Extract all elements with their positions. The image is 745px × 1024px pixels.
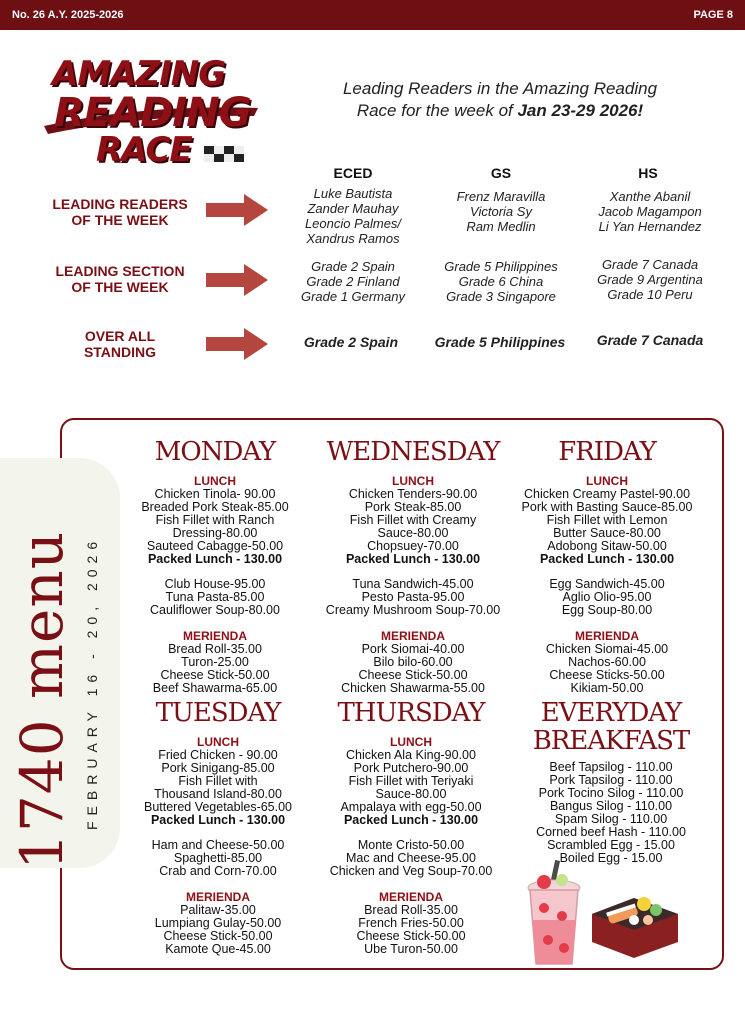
menu-item: Fish Fillet with Teriyaki xyxy=(348,774,474,788)
menu-item: Buttered Vegetables-65.00 xyxy=(143,800,293,814)
logo-line-3: RACE xyxy=(96,130,192,170)
menu-item: Turon-25.00 xyxy=(181,655,249,669)
column-gs: GS xyxy=(490,165,512,181)
day-title: FRIDAY xyxy=(558,437,656,467)
day-wednesday xyxy=(313,438,513,695)
menu-item: Spaghetti-85.00 xyxy=(173,851,263,865)
cell-hs-readers xyxy=(575,189,725,234)
intro-line-2 xyxy=(300,100,700,122)
menu-item: Egg Sandwich-45.00 xyxy=(549,577,665,591)
menu-item: Kikiam-50.00 xyxy=(570,681,644,695)
cell-gs-readers xyxy=(426,189,576,234)
menu-item: Chicken Shawarma-55.00 xyxy=(341,681,485,695)
menu-item: Chicken Ala King-90.00 xyxy=(346,748,476,762)
menu-item: Scrambled Egg - 15.00 xyxy=(547,838,675,852)
menu-item: Chicken Tenders-90.00 xyxy=(348,487,478,501)
day-tuesday xyxy=(118,699,318,956)
header-bar xyxy=(0,0,745,30)
menu-item: Fish Fillet with Lemon xyxy=(546,513,668,527)
cell-line: Grade 3 Singapore xyxy=(446,289,556,304)
menu-item: Bangus Silog - 110.00 xyxy=(549,799,673,813)
menu-item: Thousand Island-80.00 xyxy=(154,787,282,801)
lunch-label: LUNCH xyxy=(197,735,239,749)
cell-line: Li Yan Hernandez xyxy=(598,219,702,234)
menu-item: Cheese Stick-50.00 xyxy=(356,929,466,943)
row-label-overall-standing xyxy=(30,328,210,360)
row-label-leading-readers xyxy=(30,196,210,228)
menu-item: Cauliflower Soup-80.00 xyxy=(150,603,280,617)
menu-item: Dressing-80.00 xyxy=(172,526,258,540)
logo-line-2: READING xyxy=(54,90,251,136)
menu-item: Pork Tapsilog - 110.00 xyxy=(549,773,673,787)
cell-line: Grade 10 Peru xyxy=(607,287,693,302)
menu-item: Lumpiang Gulay-50.00 xyxy=(154,916,282,930)
row-label-line: OF THE WEEK xyxy=(71,212,169,228)
menu-item: Sauce-80.00 xyxy=(377,526,449,540)
menu-item: Kamote Que-45.00 xyxy=(165,942,271,956)
right-arrow-icon xyxy=(206,192,268,228)
menu-item: Nachos-60.00 xyxy=(568,655,646,669)
menu-item: Beef Shawarma-65.00 xyxy=(152,681,278,695)
menu-item: Ube Turon-50.00 xyxy=(364,942,458,956)
cell-line: Ram Medlin xyxy=(466,219,536,234)
row-label-leading-section xyxy=(30,263,210,295)
merienda-label: MERIENDA xyxy=(380,629,445,643)
intro-line-2-prefix: Race for the week of xyxy=(356,101,518,120)
issue-number: No. 26 A.Y. 2025-2026 xyxy=(12,9,124,21)
page-number: PAGE 8 xyxy=(693,9,733,21)
menu-item: Beef Tapsilog - 110.00 xyxy=(549,760,673,774)
bento-box-icon xyxy=(586,880,682,960)
strawberry-drink-icon xyxy=(522,860,586,970)
row-label-line: OF THE WEEK xyxy=(71,279,169,295)
lunch-label: LUNCH xyxy=(390,735,432,749)
column-hs: HS xyxy=(638,165,658,181)
cell-line: Grade 5 Philippines xyxy=(444,259,558,274)
everyday-breakfast xyxy=(511,699,711,865)
cell-gs-section xyxy=(426,259,576,304)
cell-line: Luke Bautista xyxy=(313,186,393,201)
cell-gs-overall: Grade 5 Philippines xyxy=(434,334,566,350)
cell-line: Xanthe Abanil xyxy=(609,189,691,204)
cell-line: Grade 9 Argentina xyxy=(597,272,703,287)
day-thursday xyxy=(311,699,511,956)
cell-line: Xandrus Ramos xyxy=(306,231,400,246)
cell-eced-section xyxy=(278,259,428,304)
menu-title: 1740 menu xyxy=(8,530,76,870)
menu-item: Chopsuey-70.00 xyxy=(367,539,459,553)
menu-item: Tuna Pasta-85.00 xyxy=(165,590,265,604)
cell-line: Victoria Sy xyxy=(470,204,532,219)
menu-item: Chicken Creamy Pastel-90.00 xyxy=(523,487,691,501)
menu-item: Pork Sinigang-85.00 xyxy=(161,761,275,775)
packed-lunch: Packed Lunch - 130.00 xyxy=(147,552,283,566)
menu-item: Pork Putchero-90.00 xyxy=(353,761,469,775)
breakfast-title xyxy=(511,699,711,755)
cell-hs-section xyxy=(575,257,725,302)
breakfast-title-line: BREAKFAST xyxy=(532,726,690,756)
menu-dates: FEBRUARY 16 - 20, 2026 xyxy=(84,535,100,830)
menu-item: Fried Chicken - 90.00 xyxy=(158,748,278,762)
menu-item: Bread Roll-35.00 xyxy=(364,903,458,917)
right-arrow-icon xyxy=(206,262,268,298)
day-friday xyxy=(507,438,707,695)
day-monday xyxy=(115,438,315,695)
menu-item: Egg Soup-80.00 xyxy=(561,603,653,617)
menu-item: Aglio Olio-95.00 xyxy=(562,590,652,604)
menu-item: Club House-95.00 xyxy=(164,577,266,591)
intro-text xyxy=(300,78,700,122)
breakfast-title-line: EVERYDAY xyxy=(540,698,682,728)
merienda-label: MERIENDA xyxy=(182,629,247,643)
day-title: MONDAY xyxy=(154,437,276,467)
day-title: TUESDAY xyxy=(155,698,281,728)
day-title: THURSDAY xyxy=(337,698,485,728)
menu-item: Butter Sauce-80.00 xyxy=(553,526,661,540)
packed-lunch: Packed Lunch - 130.00 xyxy=(343,813,479,827)
menu-item: Ham and Cheese-50.00 xyxy=(151,838,285,852)
menu-item: Tuna Sandwich-45.00 xyxy=(352,577,474,591)
cell-line: Grade 2 Spain xyxy=(311,259,395,274)
menu-item: Spam Silog - 110.00 xyxy=(554,812,668,826)
menu-item: Cheese Stick-50.00 xyxy=(358,668,468,682)
lunch-label: LUNCH xyxy=(392,474,434,488)
menu-item: Palitaw-35.00 xyxy=(180,903,256,917)
merienda-label: MERIENDA xyxy=(574,629,639,643)
menu-item: Mac and Cheese-95.00 xyxy=(346,851,476,865)
row-label-line: LEADING SECTION xyxy=(55,263,185,279)
menu-item: Monte Cristo-50.00 xyxy=(357,838,465,852)
merienda-label: MERIENDA xyxy=(378,890,443,904)
cell-hs-overall: Grade 7 Canada xyxy=(596,332,704,348)
menu-item: Pesto Pasta-95.00 xyxy=(361,590,465,604)
cell-line: Grade 6 China xyxy=(458,274,544,289)
packed-lunch: Packed Lunch - 130.00 xyxy=(150,813,286,827)
menu-item: Adobong Sitaw-50.00 xyxy=(547,539,667,553)
menu-item: Pork Siomai-40.00 xyxy=(361,642,465,656)
menu-item: Chicken and Veg Soup-70.00 xyxy=(329,864,493,878)
cell-line: Grade 2 Finland xyxy=(306,274,400,289)
menu-item: Fish Fillet with xyxy=(178,774,258,788)
cell-line: Grade 7 Canada xyxy=(601,257,699,272)
lunch-label: LUNCH xyxy=(586,474,628,488)
merienda-label: MERIENDA xyxy=(185,890,250,904)
day-title: WEDNESDAY xyxy=(326,437,500,467)
menu-item: Chicken Siomai-45.00 xyxy=(545,642,669,656)
menu-item: Pork Tocino Silog - 110.00 xyxy=(538,786,684,800)
menu-item: Bilo bilo-60.00 xyxy=(373,655,453,669)
row-label-line: STANDING xyxy=(83,344,157,360)
menu-item: Cheese Stick-50.00 xyxy=(163,929,273,943)
amazing-reading-race-logo xyxy=(44,50,268,170)
menu-item: Bread Roll-35.00 xyxy=(168,642,262,656)
cell-line: Jacob Magampon xyxy=(598,204,702,219)
menu-item: Creamy Mushroom Soup-70.00 xyxy=(325,603,501,617)
logo-line-1: AMAZING xyxy=(52,54,226,94)
menu-item: Ampalaya with egg-50.00 xyxy=(340,800,482,814)
right-arrow-icon xyxy=(206,326,268,362)
menu-item: Sauteed Cabagge-50.00 xyxy=(146,539,284,553)
cell-eced-readers xyxy=(278,186,428,246)
menu-item: Cheese Stick-50.00 xyxy=(160,668,270,682)
cell-line: Zander Mauhay xyxy=(307,201,399,216)
menu-item: Pork Steak-85.00 xyxy=(364,500,462,514)
lunch-label: LUNCH xyxy=(194,474,236,488)
menu-item: Crab and Corn-70.00 xyxy=(159,864,277,878)
row-label-line: LEADING READERS xyxy=(52,196,188,212)
menu-item: Corned beef Hash - 110.00 xyxy=(536,825,686,839)
cell-eced-overall: Grade 2 Spain xyxy=(303,334,399,350)
intro-line-1: Leading Readers in the Amazing Reading xyxy=(342,79,658,98)
menu-item: Pork with Basting Sauce-85.00 xyxy=(521,500,693,514)
packed-lunch: Packed Lunch - 130.00 xyxy=(539,552,675,566)
intro-week-date: Jan 23-29 2026! xyxy=(517,101,644,120)
menu-item: Breaded Pork Steak-85.00 xyxy=(141,500,289,514)
menu-item: Sauce-80.00 xyxy=(375,787,447,801)
menu-item: Fish Fillet with Creamy xyxy=(349,513,477,527)
menu-item: Fish Fillet with Ranch xyxy=(155,513,275,527)
column-eced: ECED xyxy=(333,165,373,181)
menu-item: French Fries-50.00 xyxy=(358,916,464,930)
row-label-line: OVER ALL xyxy=(84,328,156,344)
cell-line: Grade 1 Germany xyxy=(300,289,406,304)
cell-line: Leoncio Palmes/ xyxy=(304,216,402,231)
cell-line: Frenz Maravilla xyxy=(456,189,546,204)
menu-item: Cheese Sticks-50.00 xyxy=(549,668,665,682)
menu-item: Chicken Tinola- 90.00 xyxy=(154,487,276,501)
menu-item: Boiled Egg - 15.00 xyxy=(559,851,663,865)
packed-lunch: Packed Lunch - 130.00 xyxy=(345,552,481,566)
